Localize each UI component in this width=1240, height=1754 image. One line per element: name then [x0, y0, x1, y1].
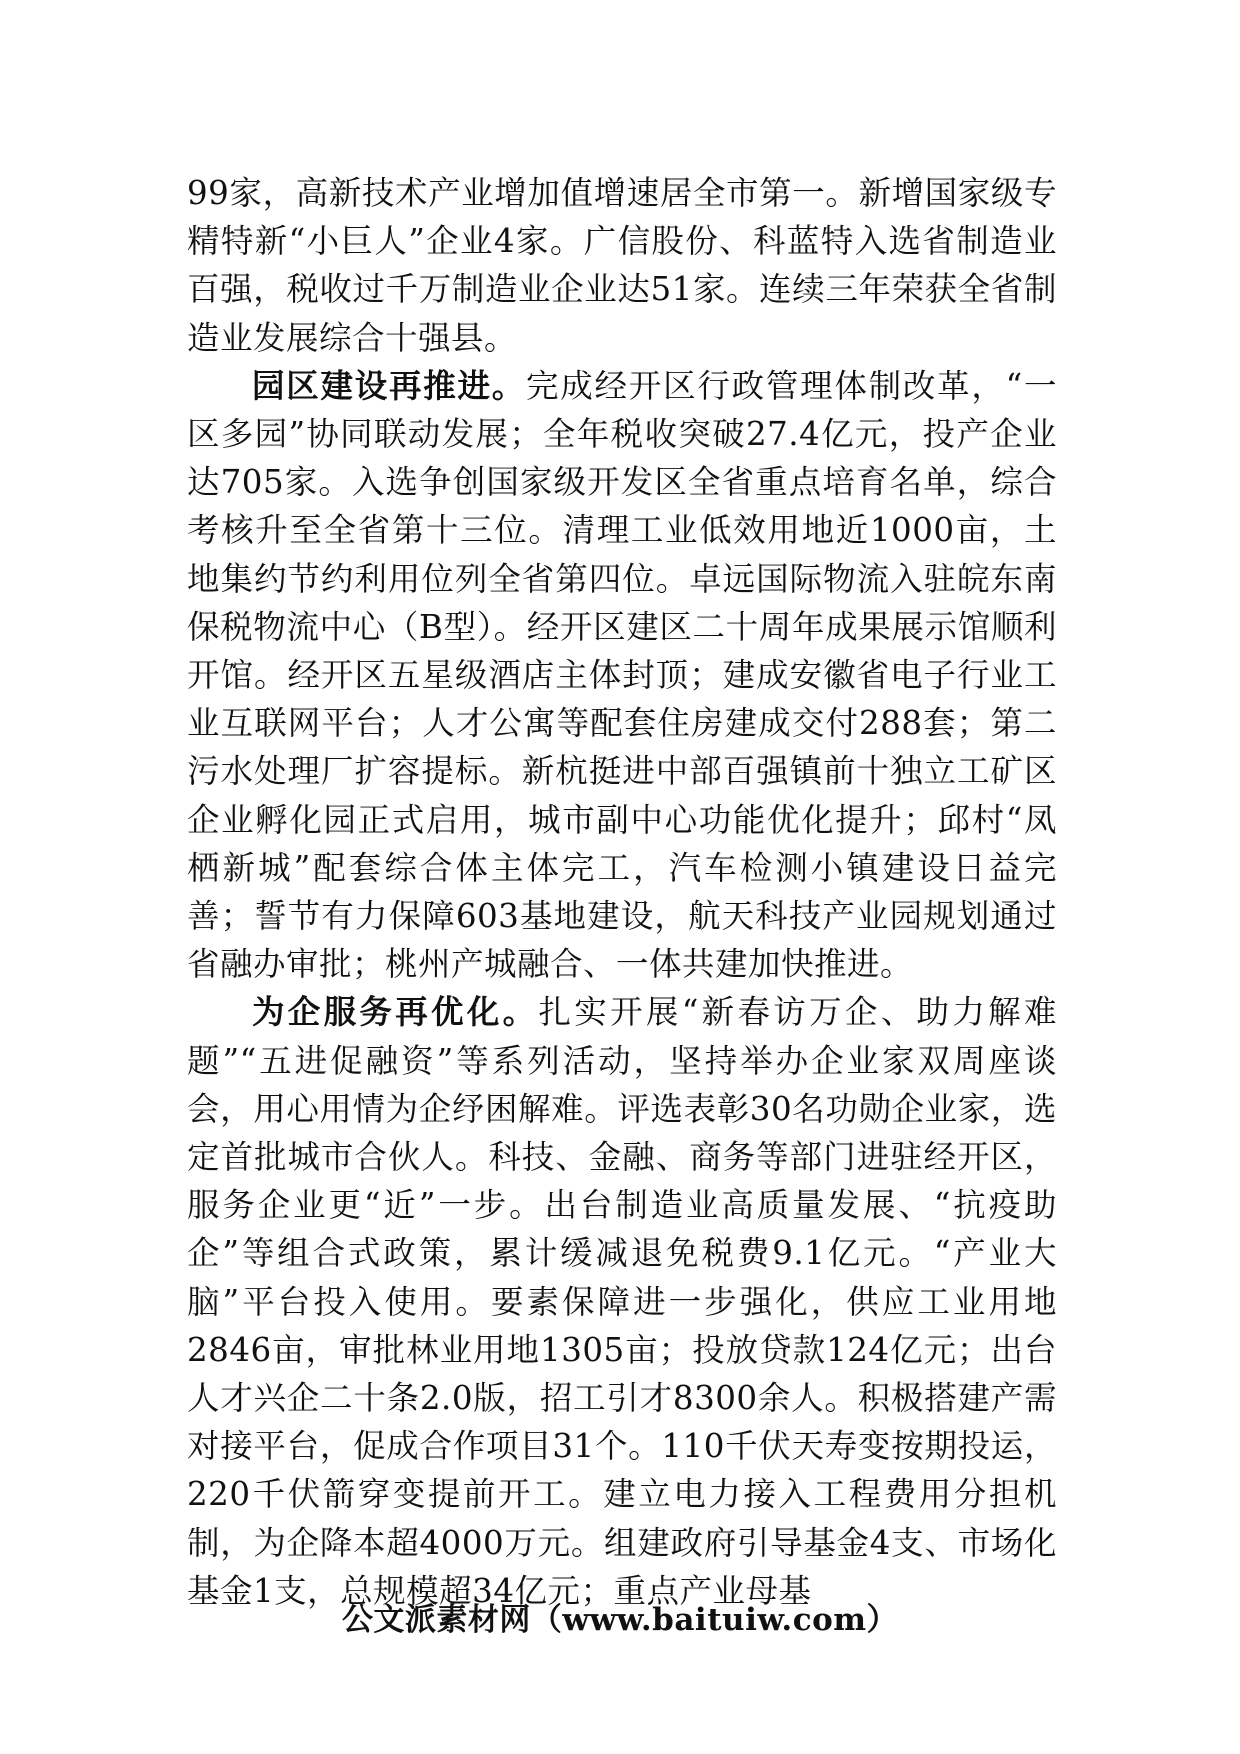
paragraph-continued	[187, 169, 1057, 362]
paragraph-enterprise-service	[187, 988, 1057, 1615]
paragraph-lead: 园区建设再推进。	[252, 366, 527, 405]
paragraph-text: 99家，高新技术产业增加值增速居全市第一。新增国家级专精特新“小巨人”企业4家。广信股份、科蓝特入选省制造业百强，税收过千万制造业企业达51家。连续三年荣获全省制造业发展综合十强县。	[187, 174, 1057, 357]
paragraph-park-construction	[187, 362, 1057, 989]
paragraph-lead: 为企服务再优化。	[252, 993, 539, 1032]
page-footer: 公文派素材网（www.baituiw.com）	[341, 1602, 899, 1638]
body-text	[187, 169, 1057, 1615]
paragraph-text: 扎实开展“新春访万企、助力解难题”“五进促融资”等系列活动，坚持举办企业家双周座谈会，用心用情为企纾困解难。评选表彰30名功勋企业家，选定首批城市合伙人。科技、金融、商务等部门进驻经开区，服务企业更“近”一步。出台制造业高质量发展、“抗疫助企”等组合式政策，累计缓减退免税费9.1亿元。“产业大脑”平台投入使用。要素保障进一步强化，供应工业用地2846亩，审批林业用地1305亩；投放贷款124亿元；出台人才兴企二十条2.0版，招工引才8300余人。积极搭建产需对接平台，促成合作项目31个。110千伏天寿变按期投运，220千伏箭穿变提前开工。建立电力接入工程费用分担机制，为企降本超4000万元。组建政府引导基金4支、市场化基金1支，总规模超34亿元；重点产业母基	[187, 993, 1057, 1610]
paragraph-text: 完成经开区行政管理体制改革，“一区多园”协同联动发展；全年税收突破27.4亿元，投产企业达705家。入选争创国家级开发区全省重点培育名单，综合考核升至全省第十三位。清理工业低效用地近1000亩，土地集约节约利用位列全省第四位。卓远国际物流入驻皖东南保税物流中心（B型）。经开区建区二十周年成果展示馆顺利开馆。经开区五星级酒店主体封顶；建成安徽省电子行业工业互联网平台；人才公寓等配套住房建成交付288套；第二污水处理厂扩容提标。新杭挺进中部百强镇前十独立工矿区企业孵化园正式启用，城市副中心功能优化提升；邱村“凤栖新城”配套综合体主体完工，汽车检测小镇建设日益完善；誓节有力保障603基地建设，航天科技产业园规划通过省融办审批；桃州产城融合、一体共建加快推进。	[187, 366, 1057, 984]
